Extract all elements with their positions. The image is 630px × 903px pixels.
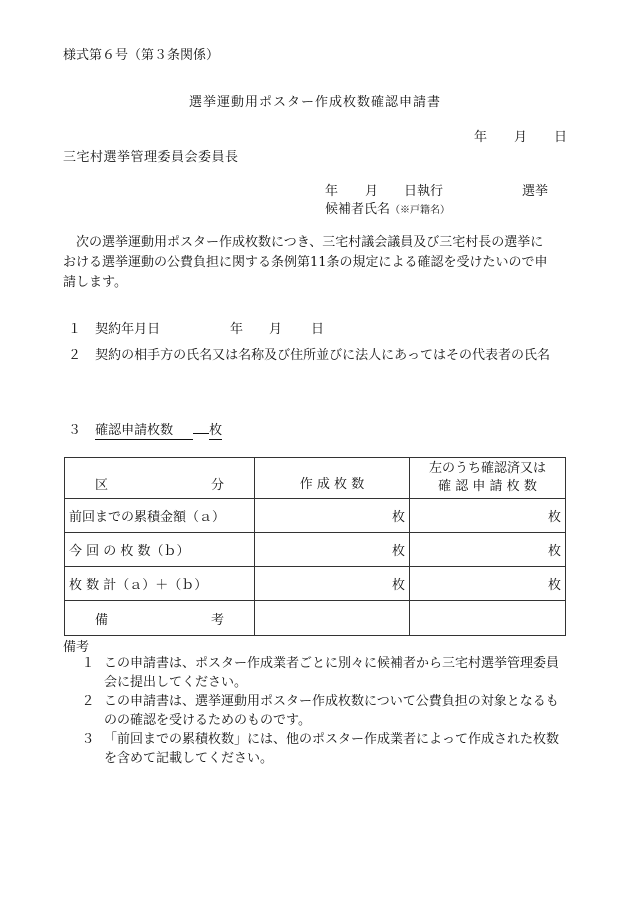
note-text: この申請書は、選挙運動用ポスター作成枚数について公費負担の対象となるものの確認を受けるためのものです。 <box>104 694 559 728</box>
header-confirmed-line2: 確 認 申 請 枚 数 <box>438 479 537 494</box>
addressee: 三宅村選挙管理委員会委員長 <box>63 150 239 165</box>
header-category-b: 分 <box>210 477 224 493</box>
candidate-note: （※戸籍名） <box>390 205 451 216</box>
election-month: 月 <box>365 184 379 199</box>
header-category <box>65 458 255 499</box>
row-label: 前回までの累積金額（ａ） <box>65 499 255 533</box>
item-label: 契約年月日 <box>95 322 161 337</box>
item-label: 契約の相手方の氏名又は名称及び住所並びに法人にあってはその代表者の氏名 <box>95 348 551 363</box>
table-remarks-row <box>65 601 566 636</box>
candidate-label: 候補者氏名 <box>325 202 391 217</box>
row-label: 枚 数 計（ａ）＋（ｂ） <box>65 567 255 601</box>
header-created-count: 作 成 枚 数 <box>255 458 410 499</box>
row-label: 今 回 の 枚 数（ｂ） <box>65 533 255 567</box>
contract-month: 月 <box>269 322 283 337</box>
candidate-name-field <box>325 198 450 217</box>
remarks-created <box>255 601 410 636</box>
table-header-row <box>65 458 566 499</box>
note-item <box>78 692 570 730</box>
contract-year: 年 <box>230 322 244 337</box>
item-number: ３ <box>68 423 82 438</box>
remarks-a: 備 <box>95 612 109 628</box>
note-text: この申請書は、ポスター作成業者ごとに別々に候補者から三宅村選挙管理委員会に提出してください。 <box>104 656 560 690</box>
item-contractor <box>68 344 550 363</box>
date-year: 年 <box>474 130 488 145</box>
item-number: １ <box>68 322 82 337</box>
header-confirmed-count <box>410 458 566 499</box>
note-item <box>78 730 570 768</box>
count-table <box>64 457 566 636</box>
note-text: 「前回までの累積枚数」には、他のポスター作成業者によって作成された枚数を含めて記載してください。 <box>104 732 560 766</box>
contract-day: 日 <box>311 322 325 337</box>
item3-blank <box>193 432 209 434</box>
row-created-unit: 枚 <box>255 499 410 533</box>
notes-heading: 備考 <box>63 640 90 655</box>
row-confirmed-unit: 枚 <box>410 567 566 601</box>
table-row <box>65 533 566 567</box>
paragraph-line: おける選挙運動の公費負担に関する条例第11条の規定による確認を受けたいので申 <box>63 255 548 270</box>
remarks-b: 考 <box>210 612 224 628</box>
item3-unit: 枚 <box>209 423 223 438</box>
paragraph-line: 次の選挙運動用ポスター作成枚数につき、三宅村議会議員及び三宅村長の選挙に <box>76 235 544 250</box>
row-created-unit: 枚 <box>255 533 410 567</box>
table-row <box>65 499 566 533</box>
header-category-a: 区 <box>95 477 109 493</box>
notes-list <box>78 654 570 768</box>
date-month: 月 <box>514 130 528 145</box>
item-requested-count <box>68 419 222 440</box>
election-kind: 選挙 <box>522 184 549 199</box>
remarks-confirmed <box>410 601 566 636</box>
paragraph-line: 請します。 <box>63 275 127 290</box>
note-number: １ <box>81 656 95 671</box>
election-day: 日執行 <box>404 184 444 199</box>
election-year: 年 <box>325 184 339 199</box>
remarks-label <box>65 601 255 636</box>
document-title: 選挙運動用ポスター作成枚数確認申請書 <box>188 95 441 110</box>
item-label: 確認申請枚数 <box>95 419 193 440</box>
item-contract-date <box>68 318 325 337</box>
date-day: 日 <box>554 130 568 145</box>
row-created-unit: 枚 <box>255 567 410 601</box>
row-confirmed-unit: 枚 <box>410 499 566 533</box>
form-number: 様式第６号（第３条関係） <box>63 48 220 63</box>
note-number: ３ <box>81 732 95 747</box>
row-confirmed-unit: 枚 <box>410 533 566 567</box>
item-number: ２ <box>68 348 82 363</box>
header-confirmed-line1: 左のうち確認済又は <box>428 461 546 476</box>
note-number: ２ <box>81 694 95 709</box>
table-row <box>65 567 566 601</box>
application-paragraph <box>63 233 568 293</box>
note-item <box>78 654 570 692</box>
